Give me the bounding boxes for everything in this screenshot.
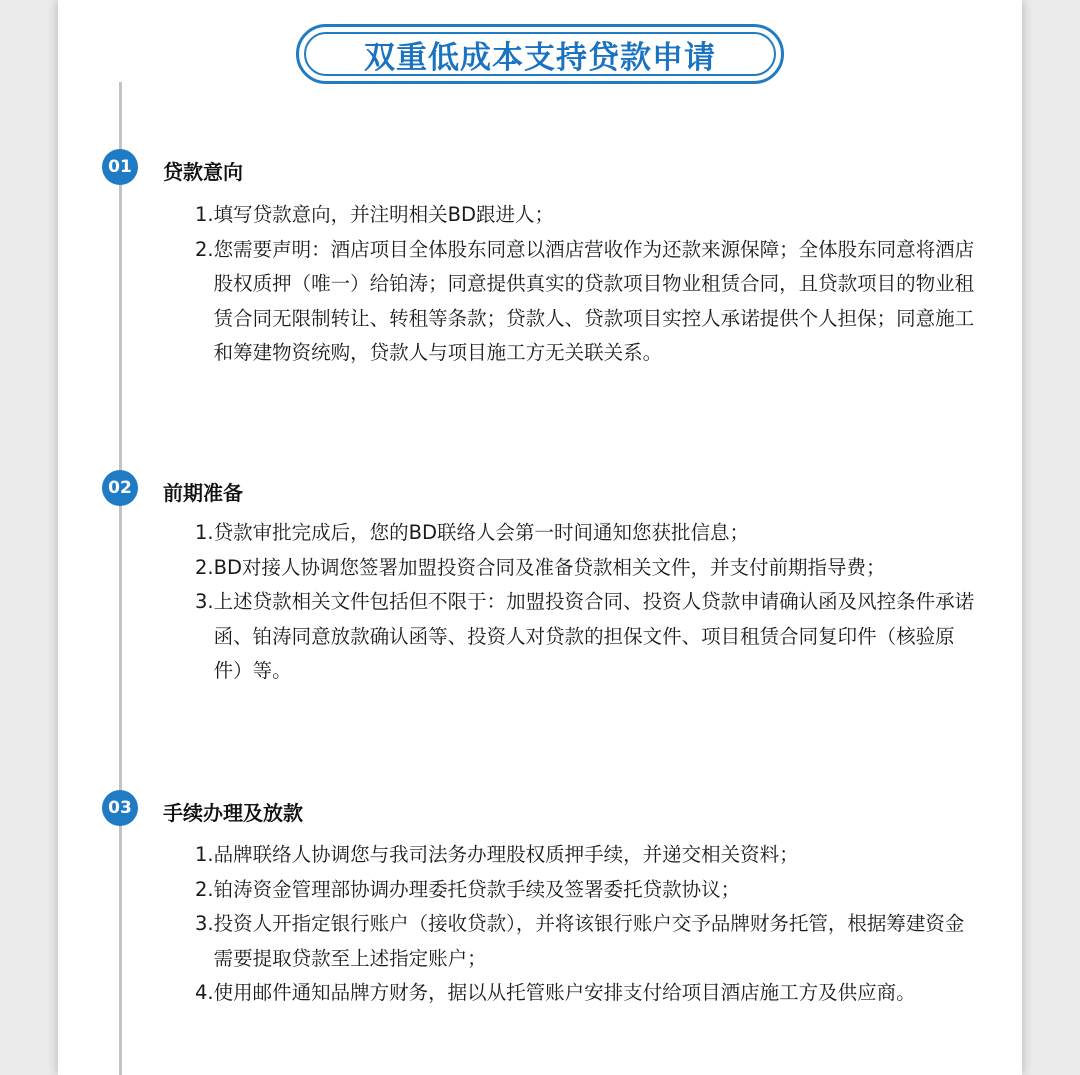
item-text: 上述贷款相关文件包括但不限于：加盟投资合同、投资人贷款申请确认函及风控条件承诺函、铂涛同意放款确认函等、投资人对贷款的担保文件、项目租赁合同复印件（核验原件）等。 — [213, 590, 975, 682]
item-text: 铂涛资金管理部协调办理委托贷款手续及签署委托贷款协议； — [213, 877, 741, 901]
item-text: 使用邮件通知品牌方财务，据以从托管账户安排支付给项目酒店施工方及供应商。 — [213, 981, 916, 1004]
item-number: 3. — [195, 590, 214, 613]
timeline-line — [119, 82, 122, 1075]
item-text: 填写贷款意向，并注明相关BD跟进人； — [213, 203, 555, 226]
item-text: 品牌联络人协调您与我司法务办理股权质押手续，并递交相关资料； — [213, 843, 799, 866]
page-title: 双重低成本支持贷款申请 — [304, 32, 776, 76]
item-number: 2. — [195, 877, 214, 901]
item-list — [195, 198, 980, 371]
item-text: BD对接人协调您签署加盟投资合同及准备贷款相关文件，并支付前期指导费； — [213, 555, 886, 579]
section-title: 贷款意向 — [163, 160, 243, 184]
item-number: 1. — [195, 521, 214, 544]
list-item — [195, 233, 980, 371]
item-text: 投资人开指定银行账户（接收贷款），并将该银行账户交予品牌财务托管，根据筹建资金需要提取贷款至上述指定账户； — [213, 912, 965, 970]
list-item — [195, 198, 980, 233]
list-item — [195, 873, 980, 908]
item-text: 您需要声明：酒店项目全体股东同意以酒店营收作为还款来源保障；全体股东同意将酒店股权质押（唯一）给铂涛；同意提供真实的贷款项目物业租赁合同，且贷款项目的物业租赁合同无限制转让、转租等条款；贷款人、贷款项目实控人承诺提供个人担保；同意施工和筹建物资统购，贷款人与项目施工方无关联关系。 — [213, 237, 975, 364]
list-item — [195, 976, 980, 1011]
list-item — [195, 585, 980, 689]
step-badge: 01 — [102, 149, 138, 185]
list-item — [195, 838, 980, 873]
item-text: 贷款审批完成后，您的BD联络人会第一时间通知您获批信息； — [213, 521, 750, 544]
list-item — [195, 516, 980, 551]
item-list — [195, 516, 980, 689]
list-item — [195, 907, 980, 976]
item-list — [195, 838, 980, 1011]
item-number: 4. — [195, 981, 214, 1004]
section-title: 前期准备 — [163, 481, 243, 505]
list-item — [195, 551, 980, 586]
item-number: 3. — [195, 912, 214, 935]
step-badge: 03 — [102, 790, 138, 826]
item-number: 2. — [195, 237, 214, 261]
item-number: 1. — [195, 843, 214, 866]
step-badge: 02 — [102, 470, 138, 506]
section-title: 手续办理及放款 — [163, 801, 303, 825]
title-banner — [296, 24, 784, 84]
item-number: 2. — [195, 555, 214, 579]
item-number: 1. — [195, 203, 214, 226]
